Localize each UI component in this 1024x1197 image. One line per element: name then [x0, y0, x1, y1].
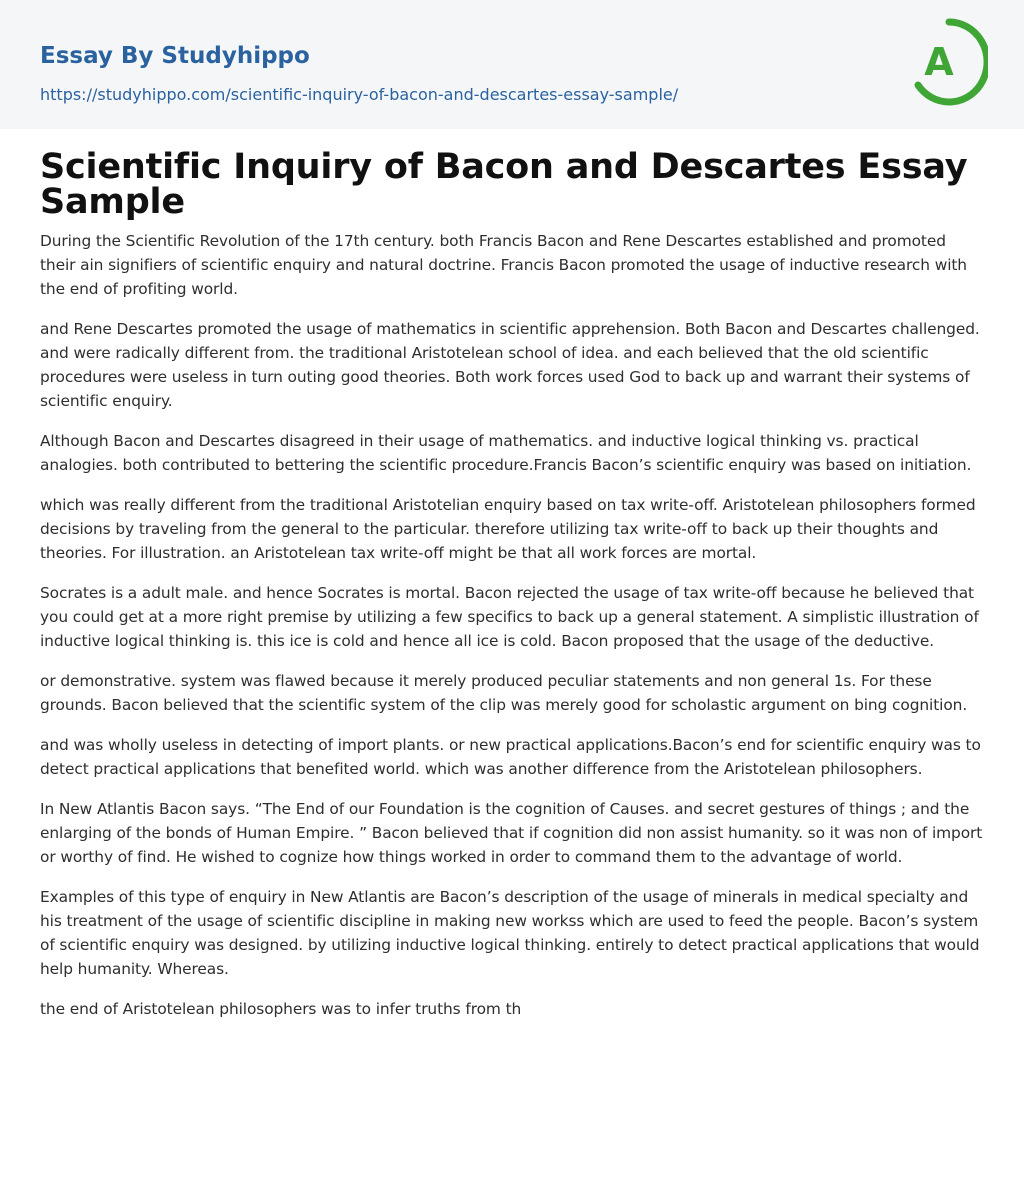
paragraph: Although Bacon and Descartes disagreed in their usage of mathematics. and inductive logical thinking vs. practical analogies. both contributed to bettering the scientific procedure.Francis Bacon’s scientific enquiry was based on initiation.: [40, 432, 972, 474]
logo-letter: A: [924, 40, 954, 84]
paragraph: which was really different from the traditional Aristotelian enquiry based on tax write-off. Aristotelean philosophers formed decisions by traveling from the general to the particular. therefore utilizing tax write-off to back up their thoughts and theories. For illustration. an Aristotelean tax write-off might be that all work forces are mortal.: [40, 496, 976, 562]
paragraph: and was wholly useless in detecting of import plants. or new practical applications.Bacon’s end for scientific enquiry was to detect practical applications that benefited world. which was another difference from the Aristotelean philosophers.: [40, 736, 981, 778]
site-title[interactable]: Essay By Studyhippo: [40, 43, 310, 69]
paragraph: Examples of this type of enquiry in New Atlantis are Bacon’s description of the usage of minerals in medical specialty and his treatment of the usage of scientific discipline in making new workss which are used to feed the people. Bacon’s system of scientific enquiry was designed. by utilizing inductive logical thinking. entirely to detect practical applications that would help humanity. Whereas.: [40, 888, 980, 978]
article-body: [40, 229, 984, 1037]
paragraph: Socrates is a adult male. and hence Socrates is mortal. Bacon rejected the usage of tax write-off because he believed that you could get at a more right premise by utilizing a few specifics to back up a general statement. A simplistic illustration of inductive logical thinking is. this ice is cold and hence all ice is cold. Bacon proposed that the usage of the deductive.: [40, 584, 979, 650]
paragraph: During the Scientific Revolution of the 17th century. both Francis Bacon and Rene Descartes established and promoted their ain signifiers of scientific enquiry and natural doctrine. Francis Bacon promoted the usage of inductive research with the end of profiting world.: [40, 232, 967, 298]
page-title: Scientific Inquiry of Bacon and Descartes Essay Sample: [40, 147, 968, 222]
paragraph: and Rene Descartes promoted the usage of mathematics in scientific apprehension. Both Bacon and Descartes challenged. and were radically different from. the traditional Aristotelean school of idea. and each believed that the old scientific procedures were useless in turn outing good theories. Both work forces used God to back up and warrant their systems of scientific enquiry.: [40, 320, 980, 410]
paragraph: or demonstrative. system was flawed because it merely produced peculiar statements and non general 1s. For these grounds. Bacon believed that the scientific system of the clip was merely good for scholastic argument on bing cognition.: [40, 672, 968, 714]
paragraph: the end of Aristotelean philosophers was to infer truths from th: [40, 1000, 522, 1018]
paragraph: In New Atlantis Bacon says. “The End of our Foundation is the cognition of Causes. and secret gestures of things ; and the enlarging of the bonds of Human Empire. ” Bacon believed that if cognition did non assist humanity. so it was non of import or worthy of find. He wished to cognize how things worked in order to command them to the advantage of world.: [40, 800, 983, 866]
page-url-link[interactable]: https://studyhippo.com/scientific-inquiry-of-bacon-and-descartes-essay-sample/: [40, 85, 679, 104]
